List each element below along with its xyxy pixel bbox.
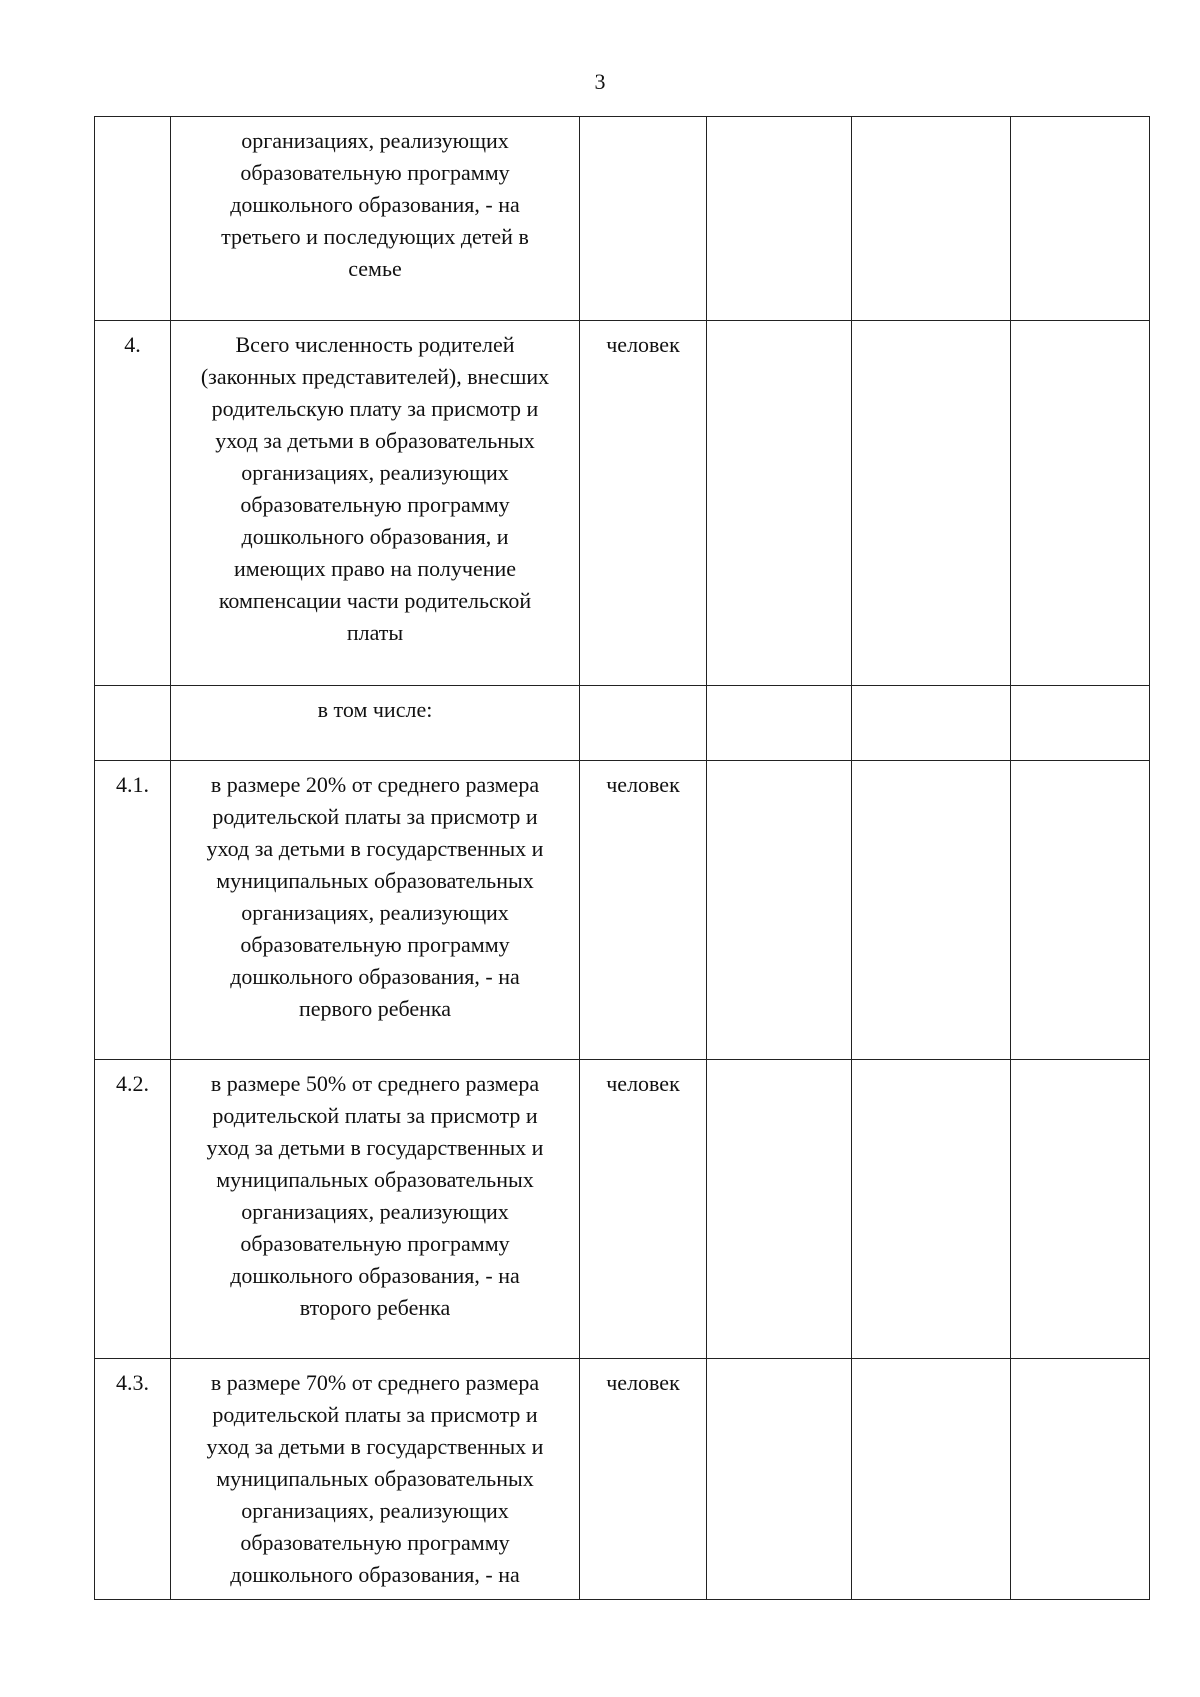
description-line: в размере 20% от среднего размера [210,772,540,797]
description-line: уход за детьми в государственных и [206,1135,544,1160]
description-line: первого ребенка [298,996,452,1021]
empty-value-cell [852,686,1011,761]
row-unit-cell: человек [580,1060,707,1359]
empty-value-cell [1011,1060,1150,1359]
row-unit-cell: человек [580,321,707,686]
description-line: в размере 50% от среднего размера [210,1071,540,1096]
row-number-cell: 4.3. [95,1359,171,1600]
row-description-cell [171,761,580,1060]
empty-value-cell [1011,761,1150,1060]
description-line: муниципальных образовательных [216,1466,534,1491]
description-line: образовательную программу [240,160,510,185]
row-number-cell: 4.2. [95,1060,171,1359]
table-row [95,761,1150,1060]
table-row [95,686,1150,761]
description-line: уход за детьми в образовательных [215,428,535,453]
data-table [94,116,1150,1600]
row-description-cell [171,686,580,761]
description-line: образовательную программу [240,932,510,957]
description-line: муниципальных образовательных [216,1167,534,1192]
description-line: в размере 70% от среднего размера [210,1370,540,1395]
empty-value-cell [707,1060,852,1359]
row-description-cell [171,1359,580,1600]
row-unit-cell: человек [580,761,707,1060]
row-unit-cell [580,686,707,761]
description-line: уход за детьми в государственных и [206,1434,544,1459]
empty-value-cell [852,1359,1011,1600]
description-line: семье [348,256,402,281]
description-line: родительской платы за присмотр и [212,1402,538,1427]
description-line: Всего численность родителей [235,332,515,357]
row-description-cell [171,321,580,686]
description-line: дошкольного образования, - на [230,1562,520,1587]
table-row [95,1359,1150,1600]
empty-value-cell [852,1060,1011,1359]
description-line: организациях, реализующих [241,460,509,485]
empty-value-cell [1011,1359,1150,1600]
description-line: образовательную программу [240,492,510,517]
description-line: уход за детьми в государственных и [206,836,544,861]
description-line: организациях, реализующих [241,1199,509,1224]
row-description-cell [171,1060,580,1359]
empty-value-cell [707,761,852,1060]
description-line: организациях, реализующих [241,900,509,925]
table-row [95,321,1150,686]
description-line: родительской платы за присмотр и [212,804,538,829]
empty-value-cell [852,761,1011,1060]
description-line: образовательную программу [240,1231,510,1256]
row-number-cell [95,117,171,321]
description-line: родительскую плату за присмотр и [211,396,539,421]
description-line: (законных представителей), внесших [200,364,550,389]
description-line: дошкольного образования, - на [230,1263,520,1288]
row-number-cell [95,686,171,761]
empty-value-cell [1011,321,1150,686]
table-row [95,1060,1150,1359]
description-line: имеющих право на получение [233,556,517,581]
description-line: образовательную программу [240,1530,510,1555]
description-line: организациях, реализующих [241,128,509,153]
row-number-cell: 4. [95,321,171,686]
description-line: второго ребенка [299,1295,451,1320]
row-number-cell: 4.1. [95,761,171,1060]
description-line: дошкольного образования, и [241,524,509,549]
table-row [95,117,1150,321]
empty-value-cell [707,321,852,686]
row-unit-cell: человек [580,1359,707,1600]
row-description-cell [171,117,580,321]
description-line: компенсации части родительской [218,588,532,613]
description-line: дошкольного образования, - на [230,964,520,989]
empty-value-cell [852,117,1011,321]
empty-value-cell [852,321,1011,686]
description-line: третьего и последующих детей в [221,224,529,249]
empty-value-cell [707,1359,852,1600]
page-number: 3 [594,69,606,94]
empty-value-cell [1011,117,1150,321]
empty-value-cell [1011,686,1150,761]
description-line: организациях, реализующих [241,1498,509,1523]
row-unit-cell [580,117,707,321]
description-line: родительской платы за присмотр и [212,1103,538,1128]
empty-value-cell [707,117,852,321]
empty-value-cell [707,686,852,761]
description-line: в том числе: [317,697,433,722]
description-line: муниципальных образовательных [216,868,534,893]
description-line: дошкольного образования, - на [230,192,520,217]
description-line: платы [346,620,404,645]
